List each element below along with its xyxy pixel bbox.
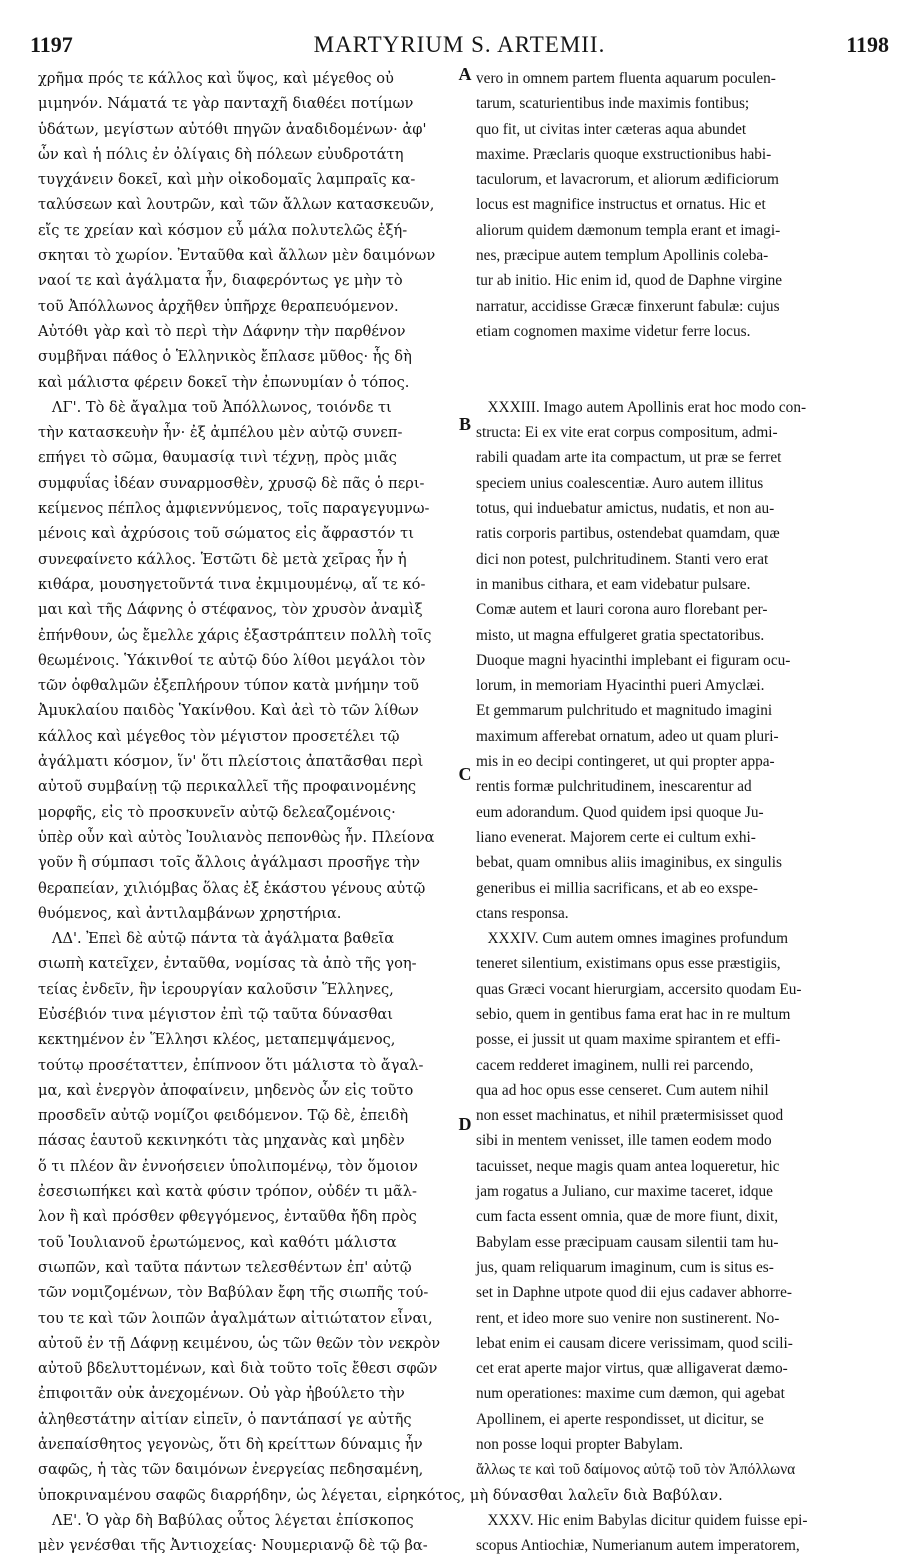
- greek-text-column: χρῆμα πρός τε κάλλος καὶ ὕψος, καὶ μέγεθος οὐ μιμηνόν. Νάματά τε γὰρ πανταχῆ διαθέει ποτίμων ὑδάτων, μεγίστων αὐτόθι πηγῶν ἀναδιδομένων· ἀφ' ὧν καὶ ἡ πόλις ἐν ὀλίγαις δὴ πόλεων εὐυδροτάτη τυγχάνειν δοκεῖ, καὶ μὴν οἰκοδομαῖς λαμπραῖς κα- ταλύσεων καὶ λουτρῶν, καὶ τῶν ἄλλων κατασκευῶν, εἴς τε χρείαν καὶ κόσμον εὖ μάλα πολυτελῶς ἐξή- σκηται τὸ χωρίον. Ἐνταῦθα καὶ ἄλλων μὲν δαιμόνων ναοί τε καὶ ἀγάλματα ἦν, διαφερόντως γε μὴν τὸ τοῦ Ἀπόλλωνος ἀρχῆθεν ὑπῆρχε θεραπευόμενον. Αὐτόθι γὰρ καὶ τὸ περὶ τὴν Δάφνην τὴν παρθένον συμβῆναι πάθος ὁ Ἑλληνικὸς ἔπλασε μῦθος· ἧς δὴ καὶ μάλιστα φέρειν δοκεῖ τὴν ἐπωνυμίαν ὁ τόπος. ΛΓ'. Τὸ δὲ ἄγαλμα τοῦ Ἀπόλλωνος, τοιόνδε τι τὴν κατασκευὴν ἦν· ἐξ ἀμπέλου μὲν αὐτῷ συνεπ- επήγει τὸ σῶμα, θαυμασίᾳ τινὶ τέχνῃ, πρὸς μιᾶς συμφυΐας ἰδέαν συναρμοσθὲν, χρυσῷ δὲ πᾶς ὁ περι- κείμενος πέπλος ἀμφιεννύμενος, τοῖς παραγεγυμνω- μένοις καὶ ἀχρύσοις τοῦ σώματος εἰς ἄφραστόν τι συνεφαίνετο κάλλος. Ἑστῶτι δὲ μετὰ χεῖρας ἦν ἡ κιθάρα, μουσηγετοῦντά τινα ἐκμιμουμένῳ, αἵ τε κό- μαι καὶ τῆς Δάφνης ὁ στέφανος, τὸν χρυσὸν ἀναμὶξ ἐπήνθουν, ὡς ἔμελλε χάρις ἐξαστράπτειν πολλὴ τοῖς θεωμένοις. Ὑάκινθοί τε αὐτῷ δύο λίθοι μεγάλοι τὸν τῶν ὀφθαλμῶν ἐξεπλήρουν τύπον κατὰ μνήμην τοῦ Ἀμυκλαίου παιδὸς Ὑακίνθου. Καὶ ἀεὶ τὸ τῶν λίθων κάλλος καὶ μέγεθος τὸν μέγιστον προσετέλει τῷ ἀγάλματι κόσμον, ἵν' ὅτι πλείστοις ἀπατᾶσθαι περὶ αὐτοῦ συμβαίνῃ τῷ περικαλλεῖ τῆς προφαινομένης μορφῆς, εἰς τὸ προσκυνεῖν αὐτῷ δελεαζομένοις· ὑπὲρ οὖν καὶ αὐτὸς Ἰουλιανὸς πεπονθὼς ἦν. Πλείονα γοῦν ἢ σύμπασι τοῖς ἄλλοις ἀγάλμασι προσῆγε τὴν θεραπείαν, χιλιόμβας ὅλας ἐξ ἑκάστου γένους αὐτῷ θυόμενος, καὶ ἀντιλαμβάνων χρηστήρια. ΛΔ'. Ἐπεὶ δὲ αὐτῷ πάντα τὰ ἀγάλματα βαθεῖα σιωπὴ κατεῖχεν, ἐνταῦθα, νομίσας τὰ ἀπὸ τῆς γοη- τείας ἐνδεῖν, ἣν ἱερουργίαν καλοῦσιν Ἕλληνες, Εὐσέβιόν τινα μέγιστον ἐπὶ τῷ ταῦτα δύνασθαι κεκτημένον ἐν Ἕλλησι κλέος, μεταπεμψάμενος, τούτῳ προσέταττεν, ἐπίπνοον ὅτι μάλιστα τὸ ἄγαλ- μα, καὶ ἐνεργὸν ἀποφαίνειν, μηδενὸς ὧν εἰς τοῦτο προσδεῖν αὐτῷ νομίζοι φειδόμενον. Τῷ δὲ, ἐπειδὴ πάσας ἑαυτοῦ κεκινηκότι τὰς μηχανὰς καὶ μηδὲν ὅ τι πλέον ἂν ἐννοήσειεν ὑπολιπομένῳ, τὸν ὅμοιον ἐσεσιωπήκει καὶ κατὰ φύσιν τρόπον, οὐδέν τι μᾶλ- λον ἢ καὶ πρόσθεν φθεγγόμενος, ἐνταῦθα ἤδη πρὸς τοῦ Ἰουλιανοῦ ἐρωτώμενος, καὶ καθότι μάλιστα σιωπῶν, καὶ ταῦτα πάντων τελεσθέντων ἐπ' αὐτῷ τῶν νομιζομένων, τὸν Βαβύλαν ἔφη τῆς σιωπῆς τού- του τε καὶ τῶν λοιπῶν ἀγαλμάτων αἰτιώτατον εἶναι, αὐτοῦ ἐν τῇ Δάφνῃ κειμένου, ὡς τῶν θεῶν τὸν νεκρὸν αὐτοῦ βδελυττομένων, καὶ διὰ τοῦτο τοῖς ἔθεσι σφῶν ἐπιφοιτᾶν οὐκ ἀνεχομένων. Οὐ γὰρ ἠβούλετο τὴν ἀληθεστάτην αἰτίαν εἰπεῖν, ὁ παντάπασί γε αὐτῆς ἀνεπαίσθητος γεγονὼς, ὅτι δὴ κρείττων δύναμις ἦν σαφῶς, ἡ τὰς τῶν δαιμόνων ἐνεργείας πεδησαμένη, ὑποκριναμένου σαφῶς διαρρήδην, ὡς λέγεται, εἰρηκότος, μὴ δύνασθαι λαλεῖν διὰ Βαβύλαν. ΛΕ'. Ὁ γὰρ δὴ Βαβύλας οὗτος λέγεται ἐπίσκοπος μὲν γενέσθαι τῆς Ἀντιοχείας· Νουμεριανῷ δὲ τῷ βα-: [38, 70, 723, 1555]
- margin-letter-d: D: [458, 1114, 472, 1134]
- page-number-left: 1197: [30, 32, 73, 57]
- page-header: [30, 30, 889, 60]
- running-title: MARTYRIUM S. ARTEMII.: [313, 32, 606, 57]
- margin-letter-a: A: [458, 64, 472, 84]
- margin-letter-b: B: [458, 414, 471, 434]
- margin-letter-c: C: [458, 764, 472, 784]
- latin-text-column: vero in omnem partem fluenta aquarum poculen- tarum, scaturientibus inde maximis fontibus; quo fit, ut civitas inter cæteras aqua abundet maxime. Præclaris quoque exstructionibus habi- taculorum, et lavacrorum, et aliorum ædificiorum locus est magnifice instructus et ornatus. Hic et aliorum quidem dæmonum templa erant et imagi- nes, præcipue autem templum Apollinis colebа- tur ab initio. Hic enim id, quod de Daphne virgine narratur, accidisse Græcæ finxerunt fabulæ: cujus etiam cognomen maxime videtur ferre locus. XXXIII. Imago autem Apollinis erat hoc modo con- structa: Ei ex vite erat corpus compositum, admi- rabili quadam arte ita compactum, ut præ se ferret speciem unius coalescentiæ. Auro autem illitus totus, qui induebatur amictus, nudatis, et non au- ratis corporis partibus, ostendebat quamdam, quæ dici non potest, pulchritudinem. Stanti vero erat in manibus cithara, et eam videbatur pulsare. Comæ autem et lauri corona auro florebant per- misto, ut magna effulgeret gratia spectatoribus. Duoque magni hyacinthi implebant ei figuram ocu- lorum, in memoriam Hyacinthi pueri Amyclæi. Et gemmarum pulchritudo et magnitudo imagini maximum afferebat ornatum, adeo ut quam pluri- mis in eo decipi contingeret, ut qui propter appa- rentis formæ pulchritudinem, inescarentur ad eum adorandum. Quod quidem ipsi quoque Ju- liano evenerat. Majorem certe ei cultum exhi- bebat, quam omnibus aliis imaginibus, ex singulis generibus ei millia sacrificans, et ab eo exspe- ctans responsa. XXXIV. Cum autem omnes imagines profundum teneret silentium, existimans opus esse præstigiis, quas Græci vocant hierurgiam, accersito quodam Eu- sebio, quem in gentibus fama erat hac in re multum posse, ei jussit ut quam maxime spirantem et effi- cacem redderet imaginem, nulli rei parcendo, qua ad hoc opus esse censeret. Cum autem nihil non esset machinatus, et nihil prætermisisset quod sibi in mentem venisset, ille tamen eodem modo tacuisset, neque magis quam antea loqueretur, hic jam rogatus a Juliano, cur maxime taceret, idque cum facta essent omnia, quæ de more fiunt, dixit, Babylam esse præcipuam causam silentii tam hu- jus, quam reliquarum imaginum, cum is situs es- set in Daphne utpote quod dii ejus cadaver abhorre- rent, et ideo more suo venire non sustinerent. No- lebat enim ei causam dicere verissimam, quod scili- cet erat aperte major virtus, quæ alligaverat dæmo- num operationes: maxime cum dæmon, qui agebat Apollinem, ei aperte respondisset, ut dicitur, se non posse loqui propter Babylam. ἄλλως τε καὶ τοῦ δαίμονος αὐτῷ τοῦ τὸν Ἀπόλλωνα XXXV. Hic enim Babylas dicitur quidem fuisse epi- scopus Antiochiæ, Numerianum autem imperatorem,: [476, 70, 808, 1555]
- page-number-right: 1198: [846, 32, 889, 57]
